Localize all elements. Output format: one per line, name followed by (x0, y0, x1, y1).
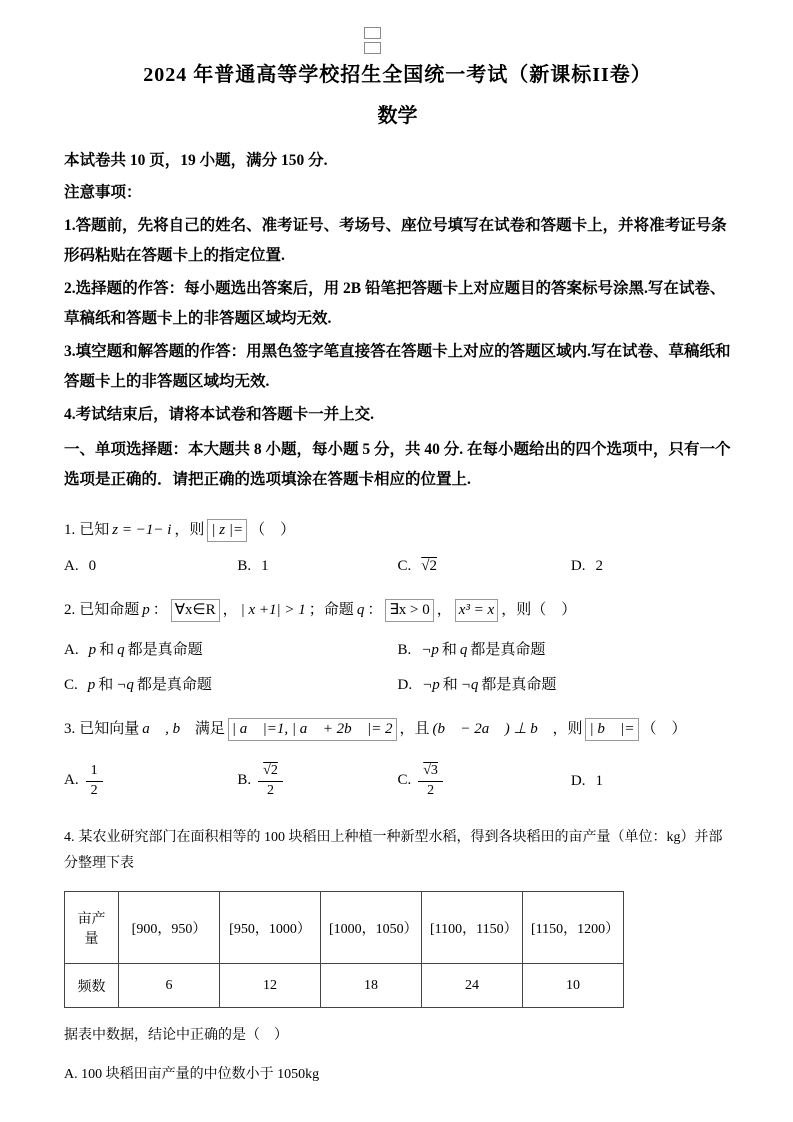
stem-text: ： (152, 602, 168, 618)
stem-text: ，则 (501, 602, 532, 618)
q3-option-b (237, 763, 397, 798)
question-1-stem (64, 517, 731, 544)
option-math: ¬p (422, 677, 440, 693)
question-3-options (64, 759, 731, 803)
option-text: 和 (442, 677, 458, 693)
table-cell-freq: 24 (422, 964, 523, 1008)
option-math: ¬q (116, 677, 134, 693)
option-math: ¬q (460, 677, 479, 693)
option-value: 1 (261, 558, 269, 574)
fraction-numerator-sqrt3: √3 (418, 763, 443, 781)
table-row-frequencies (65, 964, 624, 1008)
fraction-numerator-sqrt2: √2 (258, 763, 283, 781)
stem-text: ， (222, 602, 238, 618)
option-label: C. (64, 677, 78, 693)
yield-frequency-table (64, 891, 624, 1008)
question-4 (64, 825, 731, 1087)
option-label: D. (570, 772, 586, 789)
stem-text: 满足 (194, 721, 225, 737)
equation-placeholder-box (364, 27, 381, 39)
fraction-denominator: 2 (427, 782, 435, 798)
question-number: 2. (64, 602, 76, 618)
stem-text: ，且 (399, 721, 430, 737)
formula-q: q (356, 602, 365, 618)
exam-title: 2024 年普通高等学校招生全国统一考试（新课标II卷） (143, 64, 652, 86)
option-text: 都是真命题 (470, 642, 546, 658)
option-text: 都是真命题 (136, 677, 212, 693)
formula-abs-z: | z |= (207, 519, 247, 542)
table-cell-range: [1100，1150） (422, 892, 523, 964)
section-title: 一、单项选择题：本大题共 8 小题，每小题 5 分，共 40 分. 在每小题给出的四个选项中，只有一个选项是正确的．请把正确的选项填涂在答题卡相应的位置上. (64, 441, 731, 488)
fraction-numerator: 1 (86, 763, 103, 781)
question-2 (64, 597, 731, 694)
option-label: C. (397, 772, 412, 789)
top-artifact-boxes (364, 27, 381, 54)
formula-forall: ∀x∈R (171, 599, 220, 622)
stem-text: ，则 (174, 522, 205, 538)
option-math: p (88, 642, 97, 658)
option-value: 1 (595, 772, 603, 789)
table-cell-range: [1000，1050） (321, 892, 422, 964)
question-1-options (64, 558, 731, 575)
option-text: 都是真命题 (127, 642, 203, 658)
question-1 (64, 517, 731, 575)
question-4-followup: 据表中数据，结论中正确的是（ ） (64, 1028, 288, 1043)
stem-text: ，则 (552, 721, 583, 737)
formula-x-cubed: x³ = x (455, 599, 498, 622)
table-cell-freq: 10 (523, 964, 624, 1008)
option-label: A. (64, 772, 79, 789)
option-value-sqrt2: √2 (421, 558, 437, 574)
fraction-denominator: 2 (90, 782, 98, 798)
option-text: 都是真命题 (481, 677, 557, 693)
option-label: A. (64, 558, 79, 574)
q1-option-a (64, 558, 237, 575)
table-cell-range: [1150，1200） (523, 892, 624, 964)
fraction-denominator: 2 (267, 782, 275, 798)
exam-subject: 数学 (377, 105, 418, 127)
option-value: 0 (88, 558, 97, 574)
table-cell-range: [900，950） (119, 892, 220, 964)
stem-text: ： (367, 602, 383, 618)
answer-blank: （ ） (250, 522, 296, 538)
q3-option-c (397, 763, 570, 798)
q2-option-b (398, 638, 732, 659)
q2-option-d (398, 673, 732, 694)
answer-blank: （ ） (641, 721, 687, 737)
stem-text: ；命题 (308, 602, 354, 618)
stem-text: 已知向量 (79, 721, 140, 737)
option-text: 和 (441, 642, 457, 658)
question-3-stem (64, 716, 731, 743)
stem-text: 某农业研究部门在面积相等的 100 块稻田上种植一种新型水稻，得到各块稻田的亩产量（单位：kg）并部分整理下表 (64, 830, 723, 871)
question-number: 3. (64, 721, 76, 737)
question-3 (64, 716, 731, 803)
table-cell-freq: 12 (220, 964, 321, 1008)
fraction (418, 763, 443, 798)
q1-option-d (571, 558, 731, 575)
formula-abs-x: | x +1| > 1 (240, 602, 306, 618)
formula-perpendicular: (b⃗ − 2a⃗ ) ⊥ b⃗ (432, 721, 550, 737)
option-math: q (117, 642, 125, 658)
option-label: B. (237, 558, 252, 574)
question-2-options (64, 638, 731, 694)
option-math: q (459, 642, 468, 658)
fraction (86, 763, 103, 798)
table-cell-range: [950，1000） (220, 892, 321, 964)
option-label: C. (397, 558, 412, 574)
answer-blank: （ ） (531, 602, 577, 618)
option-label: B. (397, 642, 412, 658)
table-row-ranges (65, 892, 624, 964)
notice-item-4: 4.考试结束后，请将本试卷和答题卡一并上交. (64, 406, 375, 423)
option-label: D. (570, 558, 586, 574)
q1-option-b (237, 558, 397, 575)
formula-z: z = −1− i (112, 522, 172, 538)
q2-option-c (64, 673, 398, 694)
q4-option-a: A. 100 块稻田亩产量的中位数小于 1050kg (64, 1067, 320, 1082)
notice-item-2: 2.选择题的作答：每小题选出答案后，用 2B 铅笔把答题卡上对应题目的答案标号涂黑.写在试卷、草稿纸和答题卡上的非答题区域均无效. (64, 280, 726, 327)
option-label: A. (64, 642, 79, 658)
equation-placeholder-box (364, 42, 381, 54)
question-number: 1. (64, 522, 76, 538)
q3-option-d (571, 773, 731, 790)
formula-vectors: a⃗ , b⃗ (142, 721, 192, 737)
question-number: 4. (64, 830, 75, 845)
option-text: 和 (98, 677, 114, 693)
question-4-stem (64, 825, 731, 877)
notice-item-3: 3.填空题和解答题的作答：用黑色签字笔直接答在答题卡上对应的答题区域内.写在试卷、草稿纸和答题卡上的非答题区域均无效. (64, 343, 731, 390)
stem-text: 已知命题 (79, 602, 140, 618)
option-math: p (87, 677, 96, 693)
q3-option-a (64, 763, 237, 798)
option-value: 2 (595, 558, 603, 574)
formula-vector-norms: | a⃗ |=1, | a⃗ + 2b⃗ |= 2 (228, 718, 397, 741)
notice-item-1: 1.答题前，先将自己的姓名、准考证号、考场号、座位号填写在试卷和答题卡上，并将准考证号条形码粘贴在答题卡上的指定位置. (64, 217, 727, 264)
question-2-stem (64, 597, 731, 624)
option-label: B. (237, 772, 252, 789)
option-math: ¬p (421, 642, 439, 658)
formula-norm-b: | b⃗ |= (585, 718, 638, 741)
formula-exists: ∃x > 0 (385, 599, 433, 622)
stem-text: 已知 (79, 522, 110, 538)
option-label: D. (397, 677, 413, 693)
stem-text: ， (436, 602, 452, 618)
table-cell-freq: 6 (119, 964, 220, 1008)
q1-option-c (397, 558, 570, 575)
paper-info: 本试卷共 10 页，19 小题，满分 150 分. (64, 152, 328, 169)
table-row1-header: 亩产量 (65, 892, 119, 964)
table-row2-header: 频数 (65, 964, 119, 1008)
option-text: 和 (99, 642, 115, 658)
fraction (258, 763, 283, 798)
notice-heading: 注意事项： (64, 184, 142, 201)
q2-option-a (64, 638, 398, 659)
table-cell-freq: 18 (321, 964, 422, 1008)
formula-p: p (142, 602, 150, 618)
